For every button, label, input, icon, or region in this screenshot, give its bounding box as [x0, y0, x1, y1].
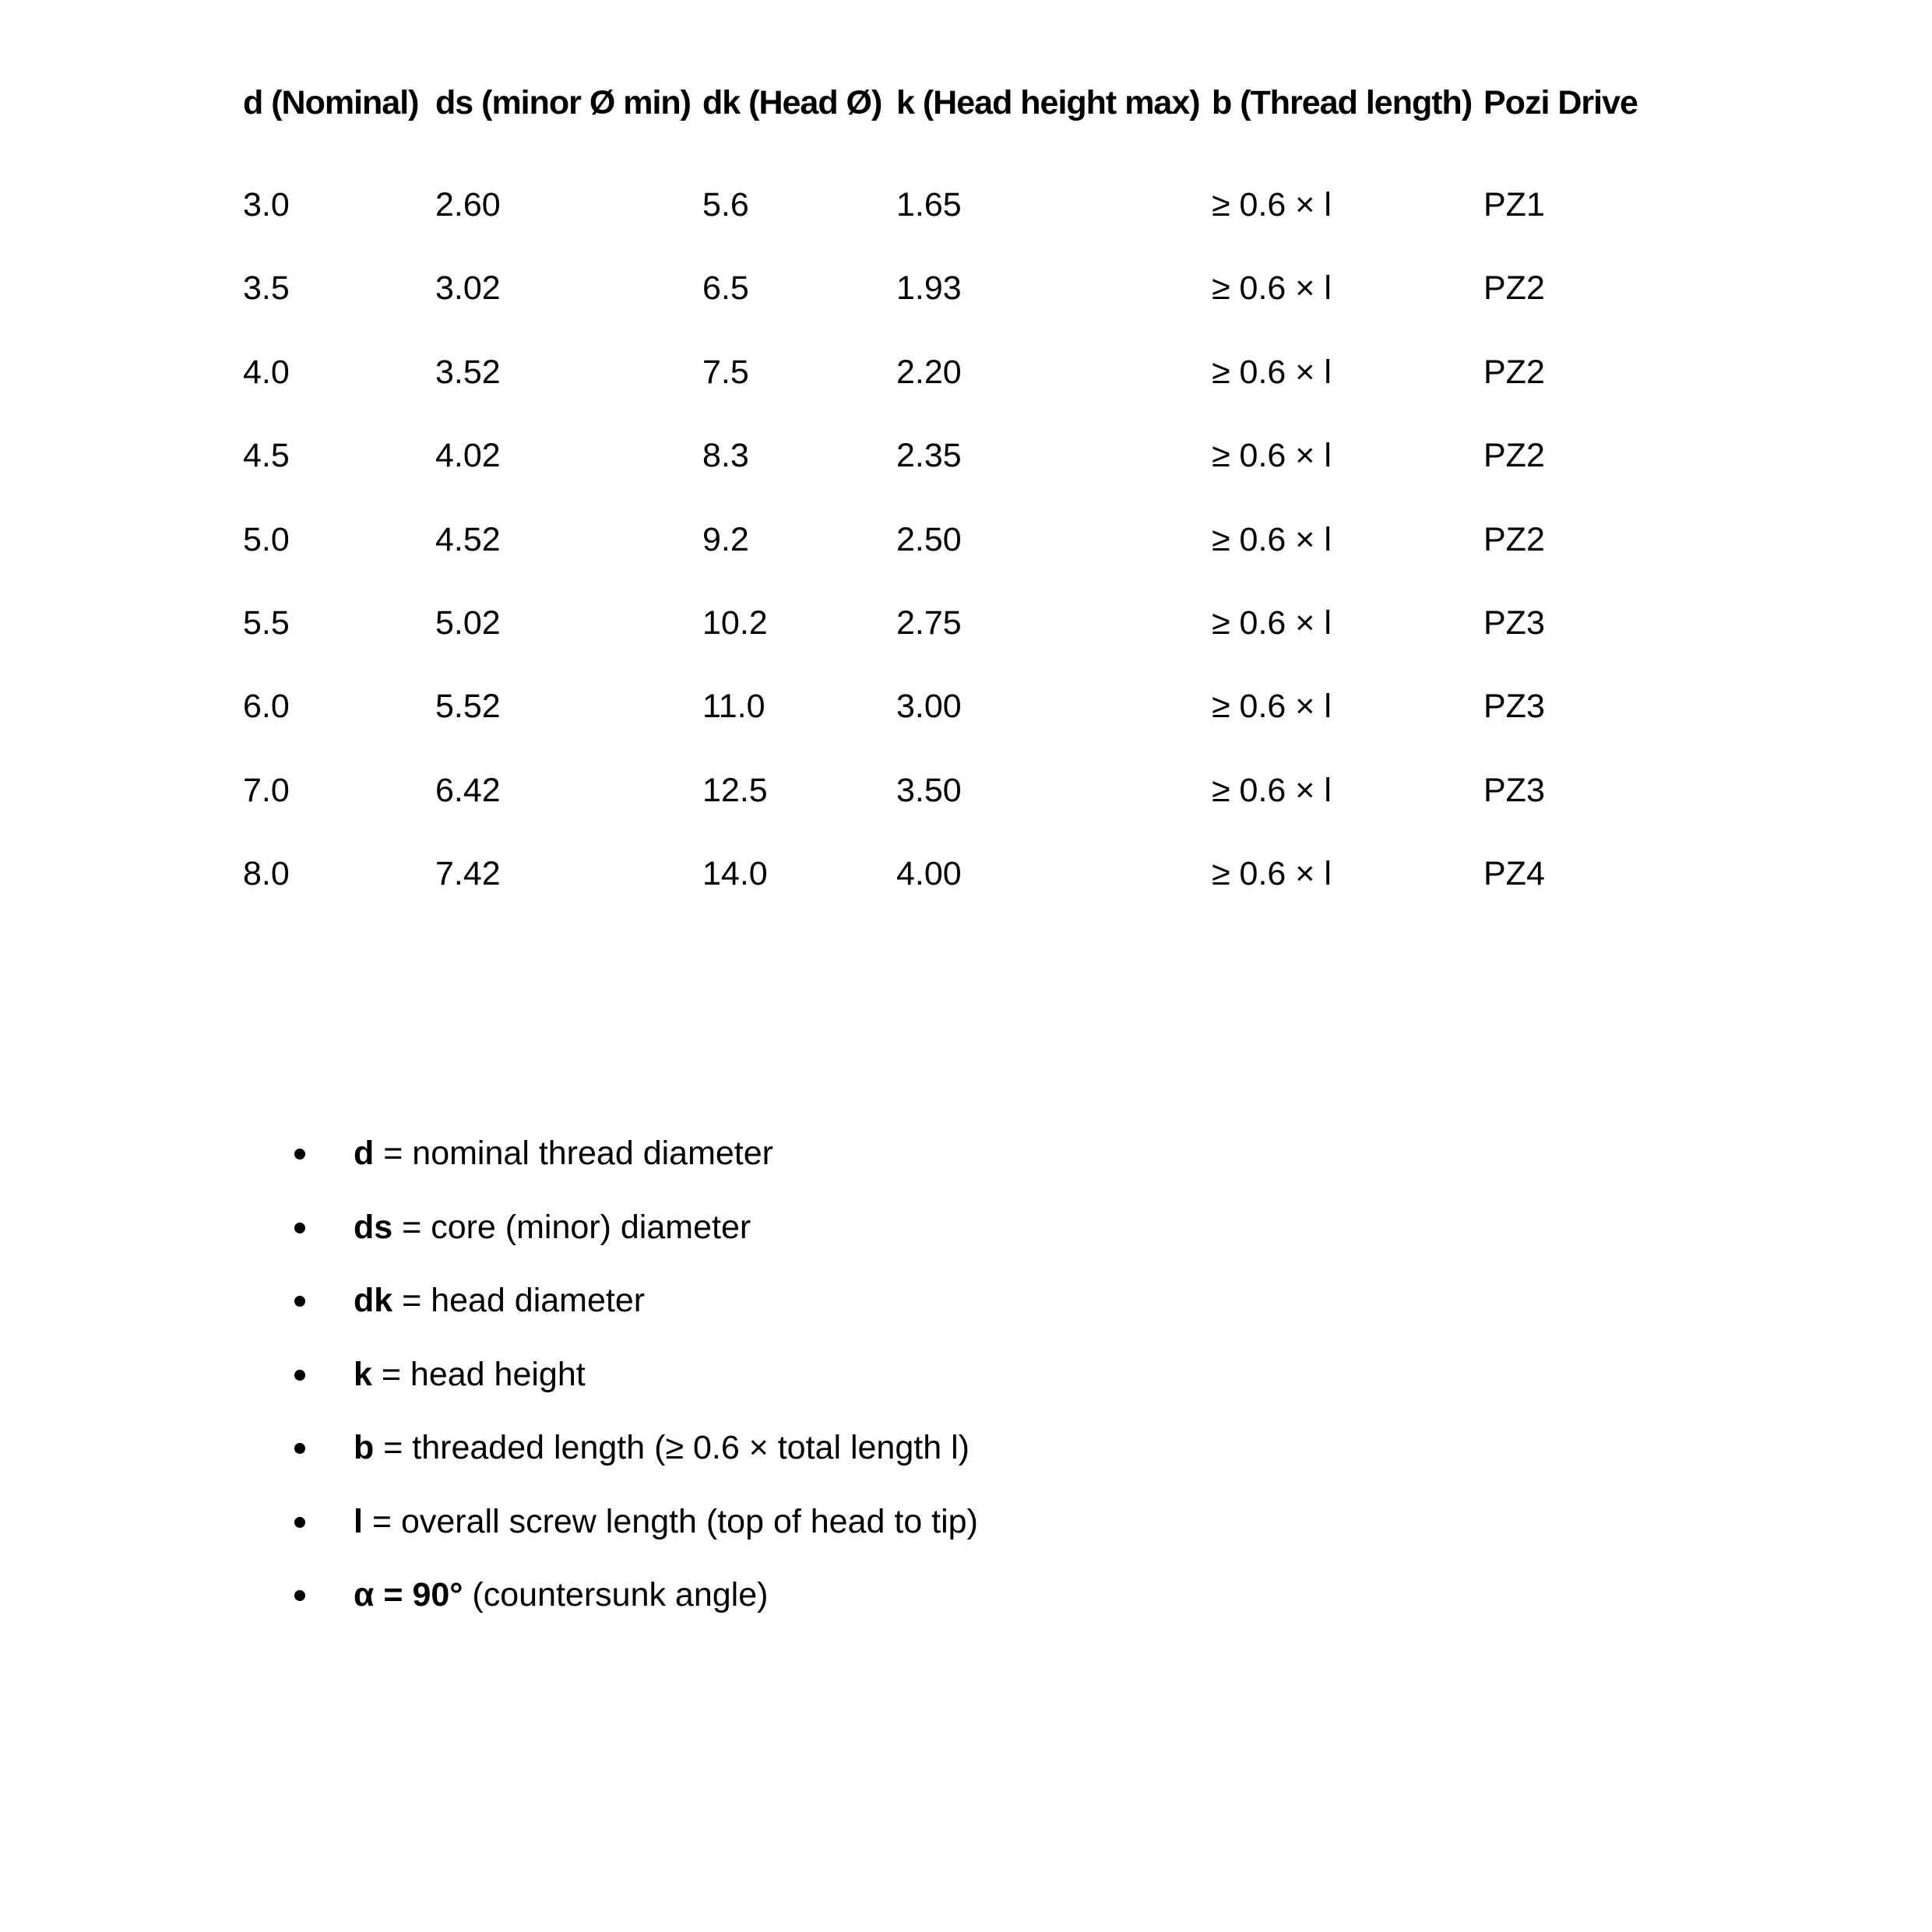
cell-dk: 6.5: [702, 269, 749, 308]
table-row: [243, 407, 1655, 491]
legend-list: [280, 1128, 978, 1643]
cell-dk: 12.5: [702, 771, 768, 809]
bullet-icon: [294, 1149, 305, 1160]
cell-pozi-drive: PZ2: [1483, 353, 1545, 391]
cell-pozi-drive: PZ1: [1483, 186, 1545, 223]
cell-d: 7.0: [243, 771, 290, 809]
table-row: [243, 741, 1655, 825]
legend-description: (countersunk angle): [463, 1576, 769, 1614]
cell-pozi-drive: PZ3: [1483, 604, 1545, 642]
legend-term: l: [354, 1502, 363, 1540]
cell-b: ≥ 0.6 × l: [1212, 604, 1332, 642]
cell-b: ≥ 0.6 × l: [1212, 855, 1332, 893]
cell-b: ≥ 0.6 × l: [1212, 437, 1332, 475]
cell-d: 8.0: [243, 855, 290, 893]
cell-ds: 5.52: [435, 688, 501, 726]
table-row: [243, 658, 1655, 741]
bullet-icon: [294, 1223, 305, 1233]
cell-k: 1.65: [896, 186, 962, 223]
cell-pozi-drive: PZ4: [1483, 855, 1545, 893]
cell-k: 3.00: [896, 688, 962, 726]
cell-k: 2.75: [896, 604, 962, 642]
cell-b: ≥ 0.6 × l: [1212, 353, 1332, 391]
cell-k: 2.20: [896, 353, 962, 391]
header-pozi-drive: Pozi Drive: [1483, 83, 1638, 121]
legend-term: k: [354, 1355, 372, 1393]
cell-d: 6.0: [243, 688, 290, 726]
cell-ds: 4.52: [435, 520, 501, 558]
cell-ds: 3.02: [435, 269, 501, 308]
bullet-icon: [294, 1443, 305, 1454]
table-row: [243, 323, 1655, 406]
legend-item: [280, 1349, 978, 1423]
cell-d: 5.5: [243, 604, 290, 642]
legend-description: = overall screw length (top of head to tip): [362, 1502, 978, 1540]
table-row: [243, 825, 1655, 909]
legend-term: α = 90°: [354, 1576, 463, 1614]
legend-description: = threaded length (≥ 0.6 × total length l): [374, 1429, 970, 1466]
cell-ds: 5.02: [435, 604, 501, 642]
cell-ds: 4.02: [435, 437, 501, 475]
cell-ds: 6.42: [435, 771, 501, 809]
header-d: d (Nominal): [243, 83, 419, 121]
header-k: k (Head height max): [896, 83, 1200, 121]
legend-item: [280, 1496, 978, 1570]
table-row: [243, 129, 1655, 240]
cell-pozi-drive: PZ3: [1483, 688, 1545, 726]
cell-b: ≥ 0.6 × l: [1212, 771, 1332, 809]
header-b: b (Thread length): [1212, 83, 1473, 121]
bullet-icon: [294, 1296, 305, 1307]
cell-k: 1.93: [896, 269, 962, 308]
screw-dimensions-table: [243, 76, 1655, 909]
legend-description: = head diameter: [392, 1282, 646, 1319]
cell-b: ≥ 0.6 × l: [1212, 186, 1332, 223]
table-body: [243, 129, 1655, 909]
cell-k: 2.50: [896, 520, 962, 558]
legend-term: d: [354, 1135, 375, 1172]
legend-term: dk: [354, 1282, 393, 1319]
cell-dk: 10.2: [702, 604, 768, 642]
legend-description: = core (minor) diameter: [392, 1208, 751, 1246]
legend-item: [280, 1422, 978, 1496]
cell-dk: 5.6: [702, 186, 749, 223]
legend-term: ds: [354, 1208, 393, 1246]
cell-dk: 7.5: [702, 353, 749, 391]
cell-k: 2.35: [896, 437, 962, 475]
legend-item: [280, 1128, 978, 1202]
cell-k: 3.50: [896, 771, 962, 809]
bullet-icon: [294, 1370, 305, 1381]
table-row: [243, 240, 1655, 323]
bullet-icon: [294, 1590, 305, 1601]
cell-k: 4.00: [896, 855, 962, 893]
cell-d: 3.0: [243, 186, 290, 223]
cell-pozi-drive: PZ2: [1483, 269, 1545, 308]
cell-ds: 2.60: [435, 186, 501, 223]
cell-d: 3.5: [243, 269, 290, 308]
legend-item: [280, 1275, 978, 1349]
cell-dk: 11.0: [702, 688, 765, 726]
header-dk: dk (Head Ø): [702, 83, 882, 121]
legend-term: b: [354, 1429, 375, 1466]
cell-pozi-drive: PZ2: [1483, 437, 1545, 475]
legend-description: = head height: [371, 1355, 586, 1393]
bullet-icon: [294, 1517, 305, 1528]
cell-b: ≥ 0.6 × l: [1212, 269, 1332, 308]
cell-ds: 3.52: [435, 353, 501, 391]
cell-d: 5.0: [243, 520, 290, 558]
cell-dk: 9.2: [702, 520, 749, 558]
cell-pozi-drive: PZ3: [1483, 771, 1545, 809]
cell-dk: 8.3: [702, 437, 749, 475]
cell-ds: 7.42: [435, 855, 501, 893]
cell-dk: 14.0: [702, 855, 768, 893]
cell-b: ≥ 0.6 × l: [1212, 520, 1332, 558]
header-ds: ds (minor Ø min): [435, 83, 691, 121]
legend-description: = nominal thread diameter: [374, 1135, 773, 1172]
cell-pozi-drive: PZ2: [1483, 520, 1545, 558]
cell-d: 4.0: [243, 353, 290, 391]
table-row: [243, 491, 1655, 574]
table-row: [243, 575, 1655, 658]
cell-d: 4.5: [243, 437, 290, 475]
table-header-row: [243, 76, 1655, 129]
cell-b: ≥ 0.6 × l: [1212, 688, 1332, 726]
legend-item: [280, 1569, 978, 1643]
legend-item: [280, 1202, 978, 1276]
